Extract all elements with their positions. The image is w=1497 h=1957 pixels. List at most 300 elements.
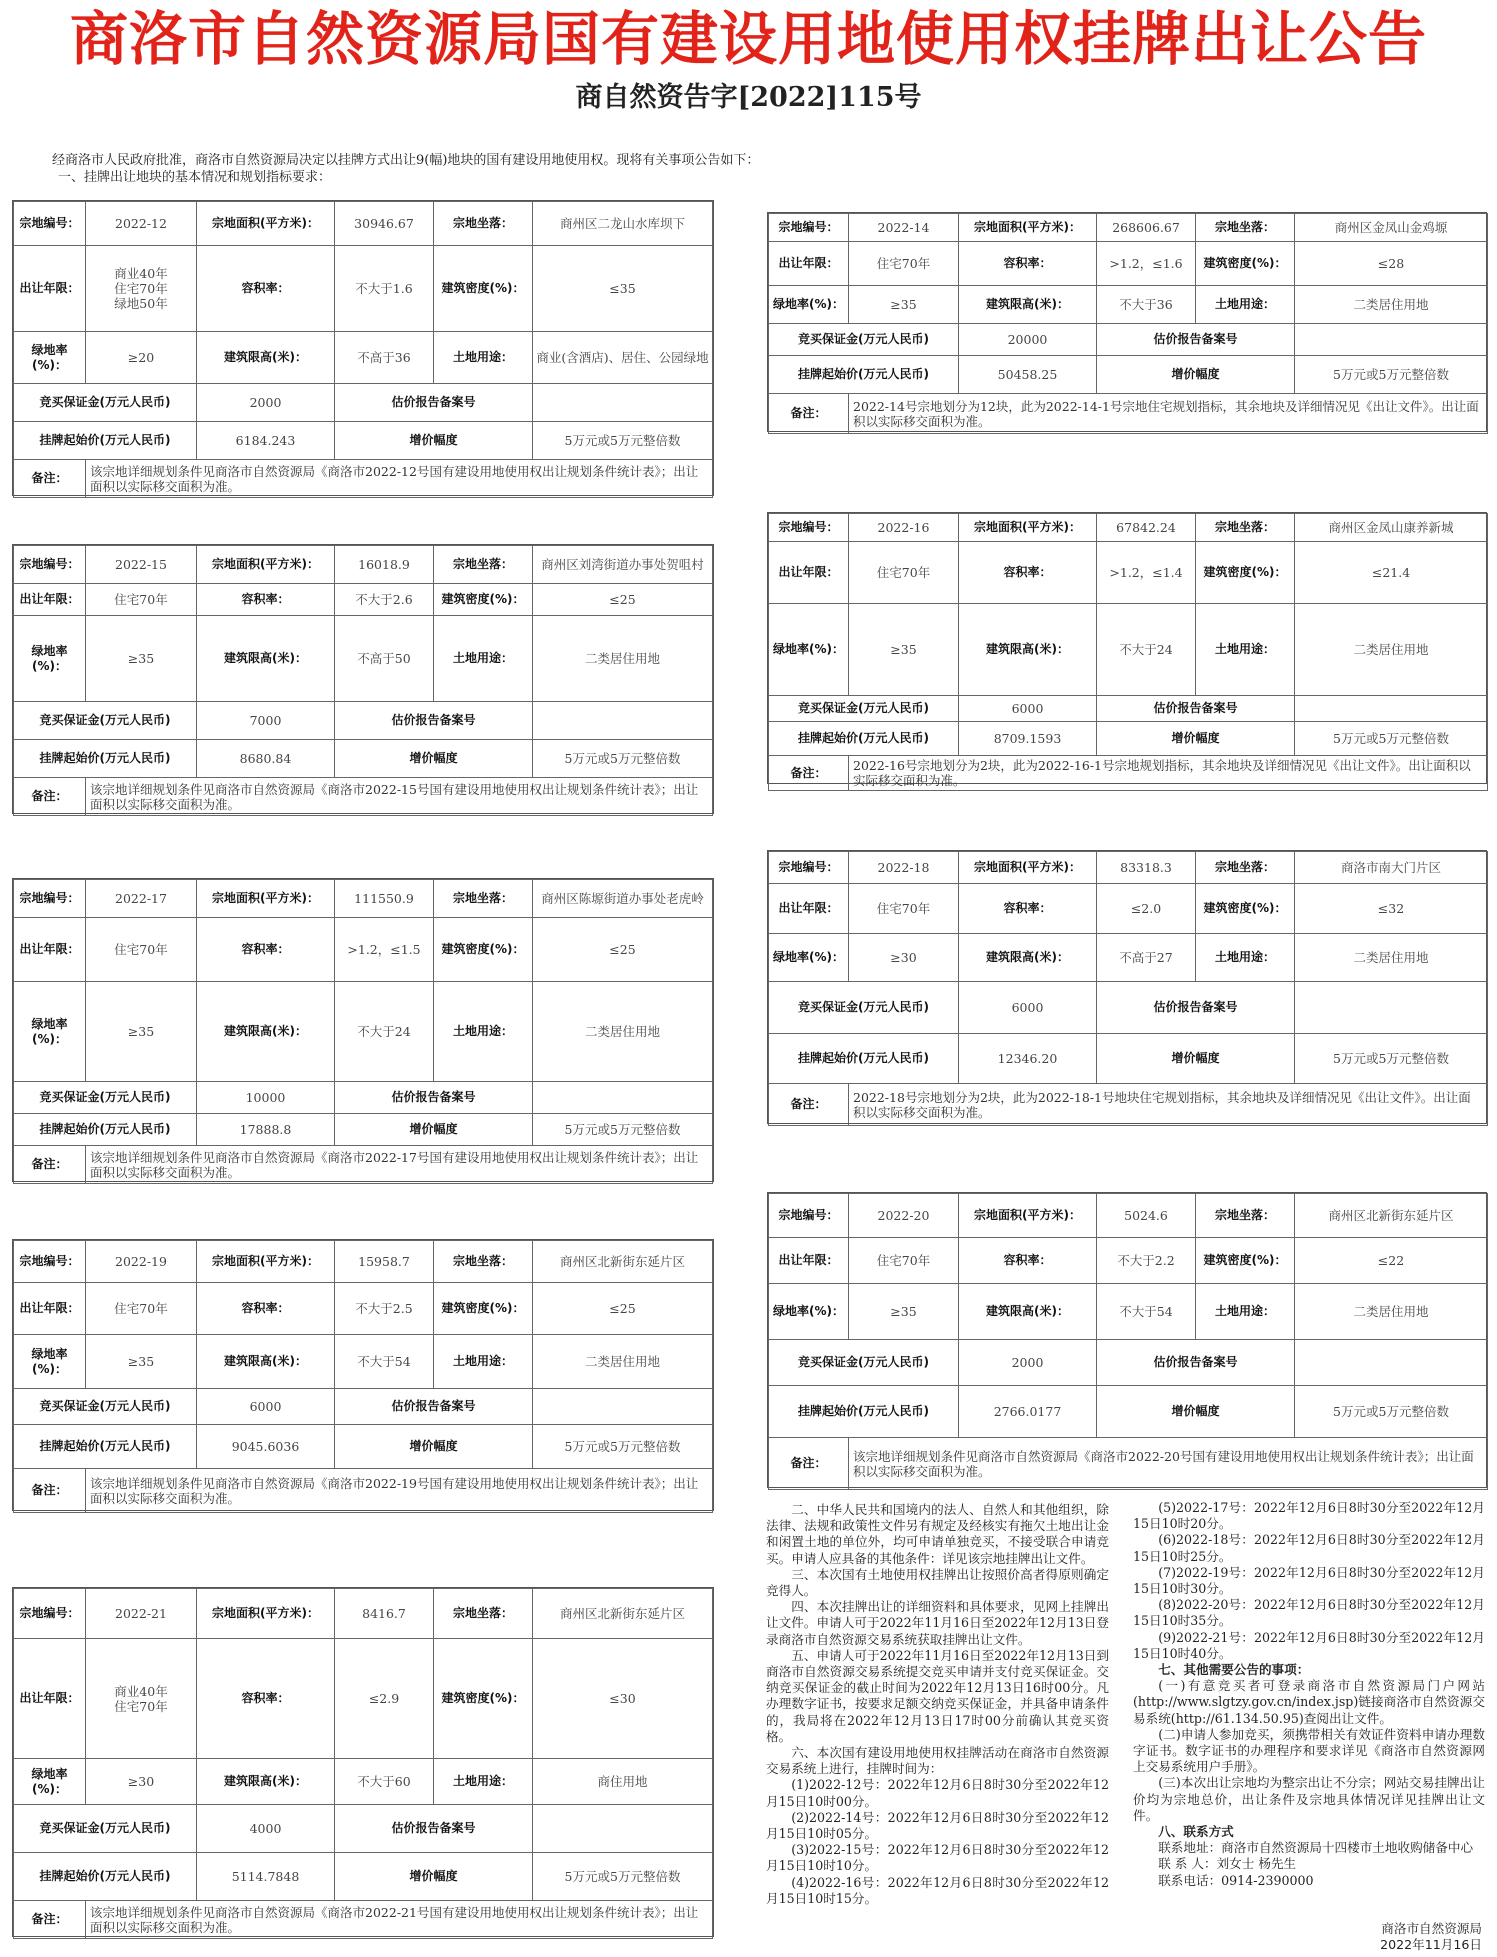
parcel-no-value: 2022-14 [849, 214, 959, 242]
label-parcel-no: 宗地编号： [14, 202, 86, 246]
parcel-row [769, 1084, 1488, 1126]
label-density: 建筑密度(%)： [434, 918, 533, 982]
parcel-row [14, 202, 713, 246]
increment-value: 5万元或5万元整倍数 [533, 1853, 713, 1901]
announcement-paragraph: (6)2022-18号：2022年12月6日8时30分至2022年12月15日10时25分。 [1133, 1532, 1485, 1564]
label-remarks: 备注： [769, 756, 849, 791]
parcel-row [769, 1194, 1488, 1238]
announcement-paragraph: (一)有意竞买者可登录商洛市自然资源局门户网站(http://www.slgtzy.gov.cn/index.jsp)链接商洛市自然资源交易系统(http://61.134.50.95)查阅出让文件。 [1133, 1678, 1485, 1726]
label-area: 宗地面积(平方米)： [197, 202, 335, 246]
label-remarks: 备注： [769, 394, 849, 434]
density-value: ≤30 [533, 1639, 713, 1759]
parcel-row [769, 1438, 1488, 1490]
start-price-value: 9045.6036 [197, 1425, 335, 1469]
label-location: 宗地坐落： [434, 202, 533, 246]
far-value: ≤2.9 [335, 1639, 434, 1759]
announcement-paragraph: (1)2022-12号：2022年12月6日8时30分至2022年12月15日10时00分。 [766, 1777, 1109, 1809]
signature-date: 2022年11月16日 [1380, 1937, 1482, 1953]
parcel-row [14, 332, 713, 384]
parcel-no-value: 2022-18 [849, 852, 959, 884]
label-deposit: 竞买保证金(万元人民币) [14, 1389, 197, 1425]
label-appraisal: 估价报告备案号 [335, 1082, 533, 1114]
parcel-row [14, 546, 713, 584]
height-value: 不高于36 [335, 332, 434, 384]
label-appraisal: 估价报告备案号 [1097, 324, 1295, 356]
label-start-price: 挂牌起始价(万元人民币) [14, 1853, 197, 1901]
density-value: ≤35 [533, 246, 713, 332]
far-value: 不大于2.5 [335, 1283, 434, 1335]
announcement-paragraph: (3)2022-15号：2022年12月6日8时30分至2022年12月15日10时10分。 [766, 1842, 1109, 1874]
parcel-row [769, 1340, 1488, 1386]
label-term: 出让年限： [769, 242, 849, 286]
page-title: 商洛市自然资源局国有建设用地使用权挂牌出让公告 [69, 5, 1427, 73]
label-far: 容积率： [959, 242, 1097, 286]
intro-line: 经商洛市人民政府批准，商洛市自然资源局决定以挂牌方式出让9(幅)地块的国有建设用地使用权。现将有关事项公告如下： [52, 153, 760, 168]
parcel-row [14, 1335, 713, 1389]
term-value: 商业40年 住宅70年 绿地50年 [86, 246, 197, 332]
label-height: 建筑限高(米)： [197, 616, 335, 702]
parcel-row [769, 722, 1488, 756]
label-increment: 增价幅度 [1097, 356, 1295, 394]
location-value: 商州区北新街东延片区 [533, 1241, 713, 1283]
parcel-row [14, 1805, 713, 1853]
location-value: 商州区金凤山金鸡塬 [1295, 214, 1488, 242]
location-value: 商州区北新街东延片区 [533, 1589, 713, 1639]
use-value: 商业(含酒店)、居住、公园绿地 [533, 332, 713, 384]
use-value: 二类居住用地 [1295, 934, 1488, 982]
label-location: 宗地坐落： [434, 546, 533, 584]
label-density: 建筑密度(%)： [434, 246, 533, 332]
increment-value: 5万元或5万元整倍数 [1295, 1034, 1488, 1084]
label-density: 建筑密度(%)： [434, 1283, 533, 1335]
far-value: >1.2，≤1.5 [335, 918, 434, 982]
label-green: 绿地率(%)： [14, 982, 86, 1082]
label-parcel-no: 宗地编号： [769, 514, 849, 542]
parcel-table-2022-19 [12, 1239, 714, 1511]
remarks-value: 2022-18号宗地划分为2块，此为2022-18-1号地块住宅规划指标，其余地块及详细情况见《出让文件》。出让面积以实际移交面积为准。 [849, 1084, 1488, 1126]
parcel-row [14, 616, 713, 702]
height-value: 不高于50 [335, 616, 434, 702]
label-density: 建筑密度(%)： [1196, 242, 1295, 286]
label-parcel-no: 宗地编号： [769, 852, 849, 884]
start-price-value: 17888.8 [197, 1114, 335, 1146]
parcel-row [769, 604, 1488, 696]
label-height: 建筑限高(米)： [197, 1759, 335, 1805]
parcel-row [14, 1759, 713, 1805]
area-value: 15958.7 [335, 1241, 434, 1283]
label-location: 宗地坐落： [434, 1589, 533, 1639]
parcel-no-value: 2022-19 [86, 1241, 197, 1283]
label-appraisal: 估价报告备案号 [335, 1389, 533, 1425]
parcel-row [14, 422, 713, 460]
label-term: 出让年限： [14, 1639, 86, 1759]
label-use: 土地用途： [1196, 604, 1295, 696]
parcel-row [769, 542, 1488, 604]
signature-block [1240, 1921, 1482, 1953]
label-green: 绿地率(%)： [14, 1759, 86, 1805]
label-start-price: 挂牌起始价(万元人民币) [769, 722, 959, 756]
announcement-paragraph: 五、申请人可于2022年11月16日至2022年12月13日到商洛市自然资源交易系统提交竞买申请并支付竞买保证金。交纳竞买保证金的截止时间为2022年12月13日16时00分。凡办理数字证书，按要求足额交纳竞买保证金，并具备申请条件的，我局将在2022年12月13日17时00分前确认其竞买资格。 [766, 1647, 1109, 1744]
label-height: 建筑限高(米)： [959, 286, 1097, 324]
label-deposit: 竞买保证金(万元人民币) [769, 324, 959, 356]
label-increment: 增价幅度 [335, 422, 533, 460]
label-appraisal: 估价报告备案号 [335, 384, 533, 422]
term-value: 住宅70年 [849, 884, 959, 934]
announcement-paragraph: 联系电话：0914-2390000 [1158, 1872, 1314, 1888]
label-use: 土地用途： [434, 616, 533, 702]
height-value: 不高于27 [1097, 934, 1196, 982]
appraisal-value [533, 1082, 713, 1114]
label-increment: 增价幅度 [1097, 1034, 1295, 1084]
label-term: 出让年限： [769, 542, 849, 604]
appraisal-value [533, 1389, 713, 1425]
use-value: 二类居住用地 [533, 1335, 713, 1389]
label-green: 绿地率(%)： [769, 1284, 849, 1340]
label-term: 出让年限： [769, 1238, 849, 1284]
label-use: 土地用途： [434, 982, 533, 1082]
label-area: 宗地面积(平方米)： [959, 1194, 1097, 1238]
parcel-row [14, 1114, 713, 1146]
announcement-paragraph: (5)2022-17号：2022年12月6日8时30分至2022年12月15日10时20分。 [1133, 1500, 1485, 1532]
deposit-value: 20000 [959, 324, 1097, 356]
label-term: 出让年限： [14, 1283, 86, 1335]
announcement-paragraph: (7)2022-19号：2022年12月6日8时30分至2022年12月15日10时30分。 [1133, 1564, 1485, 1597]
parcel-row [769, 852, 1488, 884]
label-density: 建筑密度(%)： [434, 1639, 533, 1759]
remarks-value: 该宗地详细规划条件见商洛市自然资源局《商洛市2022-19号国有建设用地使用权出让规划条件统计表》；出让面积以实际移交面积为准。 [86, 1469, 713, 1513]
label-appraisal: 估价报告备案号 [335, 1805, 533, 1853]
label-increment: 增价幅度 [335, 1114, 533, 1146]
use-value: 二类居住用地 [1295, 286, 1488, 324]
parcel-row [14, 918, 713, 982]
label-far: 容积率： [197, 1639, 335, 1759]
parcel-table-2022-14 [767, 212, 1487, 432]
label-parcel-no: 宗地编号： [769, 214, 849, 242]
label-area: 宗地面积(平方米)： [197, 1241, 335, 1283]
label-use: 土地用途： [1196, 1284, 1295, 1340]
parcel-row [769, 514, 1488, 542]
announcement-paragraph: 八、联系方式 [1158, 1824, 1234, 1840]
label-area: 宗地面积(平方米)： [197, 1589, 335, 1639]
term-value: 住宅70年 [849, 542, 959, 604]
label-far: 容积率： [959, 542, 1097, 604]
label-deposit: 竞买保证金(万元人民币) [14, 384, 197, 422]
announcement-paragraph: 联 系 人：刘女士 杨先生 [1158, 1856, 1297, 1872]
label-area: 宗地面积(平方米)： [959, 852, 1097, 884]
height-value: 不大于60 [335, 1759, 434, 1805]
label-start-price: 挂牌起始价(万元人民币) [14, 422, 197, 460]
announcement-paragraph: 四、本次挂牌出让的详细资料和具体要求，见网上挂牌出让文件。申请人可于2022年11月16日至2022年12月13日登录商洛市自然资源交易系统获取挂牌出让文件。 [766, 1599, 1109, 1647]
parcel-row [769, 242, 1488, 286]
announcement-paragraph: (9)2022-21号：2022年12月6日8时30分至2022年12月15日10时40分。 [1133, 1629, 1485, 1661]
term-value: 商业40年 住宅70年 [86, 1639, 197, 1759]
label-far: 容积率： [959, 1238, 1097, 1284]
parcel-row [14, 1082, 713, 1114]
parcel-row [769, 934, 1488, 982]
deposit-value: 7000 [197, 702, 335, 740]
label-appraisal: 估价报告备案号 [1097, 982, 1295, 1034]
label-remarks: 备注： [14, 1469, 86, 1513]
label-location: 宗地坐落： [1196, 1194, 1295, 1238]
label-start-price: 挂牌起始价(万元人民币) [14, 1425, 197, 1469]
announcement-paragraph: (4)2022-16号：2022年12月6日8时30分至2022年12月15日10时15分。 [766, 1874, 1109, 1906]
label-deposit: 竞买保证金(万元人民币) [14, 1805, 197, 1853]
label-start-price: 挂牌起始价(万元人民币) [769, 1386, 959, 1438]
label-use: 土地用途： [434, 1759, 533, 1805]
start-price-value: 50458.25 [959, 356, 1097, 394]
deposit-value: 6000 [959, 696, 1097, 722]
label-increment: 增价幅度 [335, 740, 533, 778]
label-term: 出让年限： [14, 246, 86, 332]
label-increment: 增价幅度 [335, 1853, 533, 1901]
deposit-value: 2000 [959, 1340, 1097, 1386]
parcel-row [14, 1425, 713, 1469]
announcement-text-col1 [766, 1502, 1109, 1907]
term-value: 住宅70年 [849, 1238, 959, 1284]
start-price-value: 2766.0177 [959, 1386, 1097, 1438]
announcement-paragraph: (三)本次出让宗地均为整宗出让不分宗；网站交易挂牌出让价均为宗地总价，出让条件及宗地具体情况详见挂牌出让文件。 [1133, 1775, 1485, 1823]
area-value: 8416.7 [335, 1589, 434, 1639]
height-value: 不大于24 [335, 982, 434, 1082]
use-value: 商住用地 [533, 1759, 713, 1805]
term-value: 住宅70年 [86, 918, 197, 982]
remarks-value: 该宗地详细规划条件见商洛市自然资源局《商洛市2022-21号国有建设用地使用权出让规划条件统计表》；出让面积以实际移交面积为准。 [86, 1901, 713, 1939]
parcel-row [769, 756, 1488, 791]
parcel-row [14, 1639, 713, 1759]
area-value: 67842.24 [1097, 514, 1196, 542]
announcement-paragraph: 三、本次国有土地使用权挂牌出让按照价高者得原则确定竞得人。 [766, 1566, 1109, 1599]
parcel-row [14, 1589, 713, 1639]
appraisal-value [1295, 696, 1488, 722]
label-use: 土地用途： [1196, 934, 1295, 982]
label-start-price: 挂牌起始价(万元人民币) [769, 356, 959, 394]
label-deposit: 竞买保证金(万元人民币) [769, 982, 959, 1034]
label-appraisal: 估价报告备案号 [335, 702, 533, 740]
label-density: 建筑密度(%)： [1196, 884, 1295, 934]
parcel-no-value: 2022-17 [86, 880, 197, 918]
appraisal-value [533, 702, 713, 740]
parcel-row [14, 880, 713, 918]
label-use: 土地用途： [434, 1335, 533, 1389]
remarks-value: 该宗地详细规划条件见商洛市自然资源局《商洛市2022-15号国有建设用地使用权出让规划条件统计表》；出让面积以实际移交面积为准。 [86, 778, 713, 816]
far-value: 不大于1.6 [335, 246, 434, 332]
parcel-row [14, 740, 713, 778]
increment-value: 5万元或5万元整倍数 [533, 740, 713, 778]
parcel-no-value: 2022-15 [86, 546, 197, 584]
label-height: 建筑限高(米)： [197, 332, 335, 384]
term-value: 住宅70年 [86, 584, 197, 616]
label-density: 建筑密度(%)： [434, 584, 533, 616]
announcement-paragraph: (2)2022-14号：2022年12月6日8时30分至2022年12月15日10时05分。 [766, 1809, 1109, 1842]
label-term: 出让年限： [769, 884, 849, 934]
location-value: 商州区二龙山水库坝下 [533, 202, 713, 246]
label-remarks: 备注： [769, 1438, 849, 1490]
green-value: ≥30 [849, 934, 959, 982]
label-deposit: 竞买保证金(万元人民币) [14, 702, 197, 740]
density-value: ≤28 [1295, 242, 1488, 286]
label-location: 宗地坐落： [1196, 514, 1295, 542]
parcel-no-value: 2022-21 [86, 1589, 197, 1639]
parcel-row [769, 356, 1488, 394]
area-value: 30946.67 [335, 202, 434, 246]
parcel-table-2022-17 [12, 878, 714, 1182]
parcel-row [14, 460, 713, 498]
use-value: 二类居住用地 [533, 616, 713, 702]
parcel-row [14, 778, 713, 816]
label-parcel-no: 宗地编号： [14, 880, 86, 918]
label-deposit: 竞买保证金(万元人民币) [769, 696, 959, 722]
term-value: 住宅70年 [849, 242, 959, 286]
announcement-paragraph: 二、中华人民共和国境内的法人、自然人和其他组织，除法律、法规和政策性文件另有规定及经核实有拖欠土地出让金和闲置土地的单位外，均可申请单独竞买，不接受联合申请竞买。申请人应具备的其他条件：详见该宗地挂牌出让文件。 [766, 1502, 1109, 1566]
remarks-value: 2022-16号宗地划分为2块，此为2022-16-1号宗地规划指标，其余地块及详细情况见《出让文件》。出让面积以实际移交面积为准。 [849, 756, 1488, 791]
parcel-row [769, 884, 1488, 934]
remarks-value: 该宗地详细规划条件见商洛市自然资源局《商洛市2022-20号国有建设用地使用权出让规划条件统计表》；出让面积以实际移交面积为准。 [849, 1438, 1488, 1490]
label-increment: 增价幅度 [1097, 722, 1295, 756]
label-far: 容积率： [197, 918, 335, 982]
label-increment: 增价幅度 [335, 1425, 533, 1469]
parcel-row [14, 702, 713, 740]
parcel-table-2022-15 [12, 544, 714, 814]
label-density: 建筑密度(%)： [1196, 542, 1295, 604]
density-value: ≤25 [533, 584, 713, 616]
location-value: 商洛市南大门片区 [1295, 852, 1488, 884]
appraisal-value [533, 384, 713, 422]
label-area: 宗地面积(平方米)： [197, 880, 335, 918]
label-parcel-no: 宗地编号： [14, 1589, 86, 1639]
label-remarks: 备注： [769, 1084, 849, 1126]
deposit-value: 6000 [959, 982, 1097, 1034]
deposit-value: 2000 [197, 384, 335, 422]
far-value: ≤2.0 [1097, 884, 1196, 934]
label-start-price: 挂牌起始价(万元人民币) [14, 740, 197, 778]
parcel-row [769, 1284, 1488, 1340]
parcel-row [769, 696, 1488, 722]
label-location: 宗地坐落： [1196, 214, 1295, 242]
green-value: ≥35 [849, 1284, 959, 1340]
parcel-table-2022-18 [767, 850, 1487, 1124]
increment-value: 5万元或5万元整倍数 [1295, 1386, 1488, 1438]
start-price-value: 12346.20 [959, 1034, 1097, 1084]
parcel-row [14, 1389, 713, 1425]
parcel-table-2022-16 [767, 512, 1487, 788]
green-value: ≥35 [86, 982, 197, 1082]
parcel-row [769, 214, 1488, 242]
parcel-row [769, 1386, 1488, 1438]
use-value: 二类居住用地 [1295, 604, 1488, 696]
density-value: ≤25 [533, 918, 713, 982]
remarks-value: 2022-14号宗地划分为12块，此为2022-14-1号宗地住宅规划指标，其余地块及详细情况见《出让文件》。出让面积以实际移交面积为准。 [849, 394, 1488, 434]
label-parcel-no: 宗地编号： [14, 1241, 86, 1283]
label-appraisal: 估价报告备案号 [1097, 1340, 1295, 1386]
label-height: 建筑限高(米)： [959, 1284, 1097, 1340]
far-value: >1.2，≤1.6 [1097, 242, 1196, 286]
far-value: 不大于2.2 [1097, 1238, 1196, 1284]
intro [52, 152, 1472, 186]
parcel-row [769, 1034, 1488, 1084]
parcel-row [14, 584, 713, 616]
parcel-row [14, 1901, 713, 1939]
start-price-value: 5114.7848 [197, 1853, 335, 1901]
label-green: 绿地率(%)： [769, 934, 849, 982]
announcement-text-col2 [1133, 1500, 1485, 1889]
parcel-row [769, 1238, 1488, 1284]
deposit-value: 6000 [197, 1389, 335, 1425]
far-value: >1.2，≤1.4 [1097, 542, 1196, 604]
parcel-no-value: 2022-16 [849, 514, 959, 542]
label-remarks: 备注： [14, 1901, 86, 1939]
label-height: 建筑限高(米)： [959, 934, 1097, 982]
parcel-row [14, 1146, 713, 1184]
green-value: ≥35 [849, 286, 959, 324]
parcel-row [14, 384, 713, 422]
increment-value: 5万元或5万元整倍数 [533, 422, 713, 460]
signature-org: 商洛市自然资源局 [1381, 1921, 1482, 1936]
parcel-row [14, 1283, 713, 1335]
increment-value: 5万元或5万元整倍数 [533, 1425, 713, 1469]
density-value: ≤22 [1295, 1238, 1488, 1284]
remarks-value: 该宗地详细规划条件见商洛市自然资源局《商洛市2022-17号国有建设用地使用权出让规划条件统计表》；出让面积以实际移交面积为准。 [86, 1146, 713, 1184]
height-value: 不大于24 [1097, 604, 1196, 696]
parcel-table-2022-20 [767, 1192, 1487, 1488]
appraisal-value [1295, 1340, 1488, 1386]
label-parcel-no: 宗地编号： [769, 1194, 849, 1238]
green-value: ≥30 [86, 1759, 197, 1805]
label-use: 土地用途： [1196, 286, 1295, 324]
document-number: 商自然资告字[2022]115号 [575, 82, 922, 113]
announcement-paragraph: 六、本次国有建设用地使用权挂牌活动在商洛市自然资源交易系统上进行，挂牌时间为： [766, 1745, 1109, 1777]
label-height: 建筑限高(米)： [197, 1335, 335, 1389]
green-value: ≥35 [86, 616, 197, 702]
label-use: 土地用途： [434, 332, 533, 384]
label-term: 出让年限： [14, 584, 86, 616]
deposit-value: 4000 [197, 1805, 335, 1853]
label-area: 宗地面积(平方米)： [959, 514, 1097, 542]
label-remarks: 备注： [14, 1146, 86, 1184]
start-price-value: 8680.84 [197, 740, 335, 778]
height-value: 不大于36 [1097, 286, 1196, 324]
increment-value: 5万元或5万元整倍数 [1295, 356, 1488, 394]
parcel-table-2022-21 [12, 1587, 714, 1937]
label-green: 绿地率(%)： [769, 604, 849, 696]
label-increment: 增价幅度 [1097, 1386, 1295, 1438]
location-value: 商州区金凤山康养新城 [1295, 514, 1488, 542]
intro-section-heading: 一、挂牌出让地块的基本情况和规划指标要求： [58, 170, 332, 185]
parcel-row [14, 1241, 713, 1283]
green-value: ≥35 [86, 1335, 197, 1389]
label-green: 绿地率(%)： [14, 616, 86, 702]
location-value: 商州区刘湾街道办事处贺咀村 [533, 546, 713, 584]
area-value: 5024.6 [1097, 1194, 1196, 1238]
appraisal-value [1295, 982, 1488, 1034]
label-area: 宗地面积(平方米)： [197, 546, 335, 584]
appraisal-value [1295, 324, 1488, 356]
use-value: 二类居住用地 [533, 982, 713, 1082]
area-value: 268606.67 [1097, 214, 1196, 242]
announcement-paragraph: 联系地址：商洛市自然资源局十四楼市土地收购储备中心 [1158, 1840, 1474, 1856]
parcel-row [14, 1469, 713, 1513]
area-value: 111550.9 [335, 880, 434, 918]
label-start-price: 挂牌起始价(万元人民币) [769, 1034, 959, 1084]
label-parcel-no: 宗地编号： [14, 546, 86, 584]
density-value: ≤21.4 [1295, 542, 1488, 604]
label-location: 宗地坐落： [434, 880, 533, 918]
label-far: 容积率： [959, 884, 1097, 934]
green-value: ≥20 [86, 332, 197, 384]
use-value: 二类居住用地 [1295, 1284, 1488, 1340]
term-value: 住宅70年 [86, 1283, 197, 1335]
label-area: 宗地面积(平方米)： [959, 214, 1097, 242]
start-price-value: 6184.243 [197, 422, 335, 460]
